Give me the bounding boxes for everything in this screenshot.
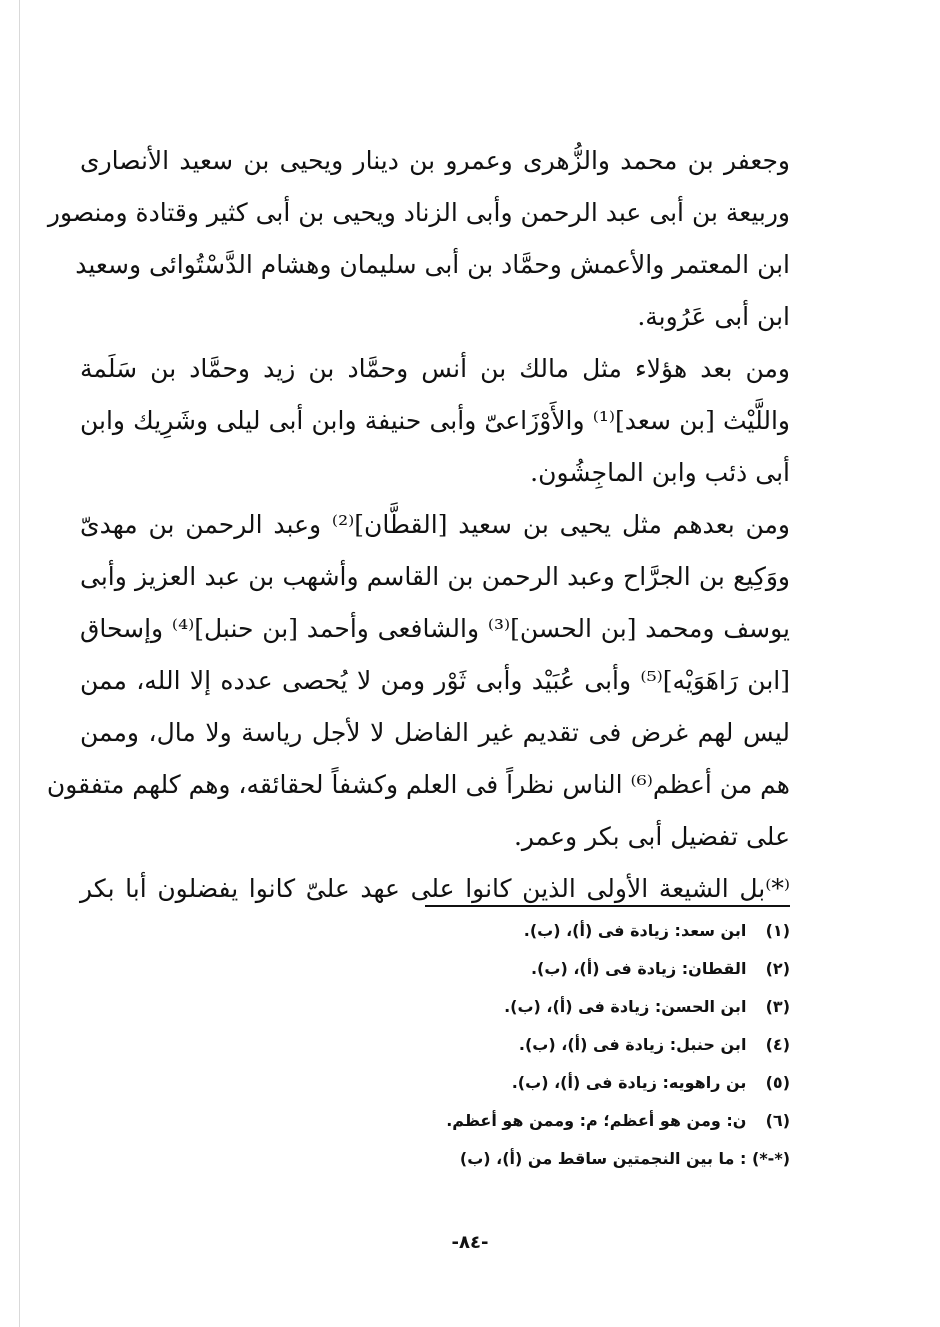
text-line: ووَكِيع بن الجرَّاح وعبد الرحمن بن القاسم وأشهب بن عبد العزيز وأبى — [80, 562, 790, 591]
footnote-number: (٢) — [765, 959, 790, 978]
footnote-item — [370, 988, 790, 1026]
footnote-text: : ما بين النجمتين ساقط من (أ)، (ب) — [459, 1149, 747, 1168]
text-line: هم من أعظم⁽⁶⁾ الناس نظراً فى العلم وكشفاً لحقائقه، وهم كلهم متفقون — [46, 770, 790, 799]
page-edge-line — [19, 0, 20, 1327]
footnotes — [370, 912, 790, 1178]
footnote-number: (٤) — [765, 1035, 790, 1054]
footnote-text: ابن الحسن: زيادة فى (أ)، (ب). — [504, 997, 747, 1016]
footnote-text: القطان: زيادة فى (أ)، (ب). — [530, 959, 747, 978]
footnote-text: ابن سعد: زيادة فى (أ)، (ب). — [523, 921, 747, 940]
footnote-number: (٦) — [765, 1111, 790, 1130]
text-line: أبى ذئب وابن الماجِشُون. — [530, 458, 790, 487]
text-line: ⁽*⁾بل الشيعة الأولى الذين كانوا على عهد علىّ كانوا يفضلون أبا بكر — [80, 874, 790, 903]
text-line: ابن المعتمر والأعمش وحمَّاد بن أبى سليمان وهشام الدَّسْتُوائى وسعيد — [75, 250, 790, 279]
page-number: -٨٤- — [451, 1232, 489, 1253]
footnote-text: ن: ومن هو أعظم؛ م: وممن هو أعظم. — [446, 1111, 747, 1130]
footnote-text: بن راهويه: زيادة فى (أ)، (ب). — [511, 1073, 747, 1092]
text-line: وربيعة بن أبى عبد الرحمن وأبى الزناد ويحيى بن أبى كثير وقتادة ومنصور — [47, 198, 790, 227]
footnote-item — [370, 912, 790, 950]
footnote-item — [370, 950, 790, 988]
footnote-number: (٥) — [765, 1073, 790, 1092]
text-line: ابن أبى عَرُوبة. — [637, 302, 790, 331]
footnote-item — [370, 1140, 790, 1178]
text-line: وجعفر بن محمد والزُّهرى وعمرو بن دينار ويحيى بن سعيد الأنصارى — [80, 146, 790, 175]
text-line: [ابن رَاهَوَيْه]⁽⁵⁾ وأبى عُبَيْد وأبى ثَوْر ومن لا يُحصى عدده إلا الله، ممن — [80, 666, 790, 695]
footnote-number: (*-*) — [752, 1149, 790, 1168]
footnote-item — [370, 1102, 790, 1140]
text-line: ومن بعدهم مثل يحيى بن سعيد [القطَّان]⁽²⁾ وعبد الرحمن بن مهدىّ — [80, 510, 790, 539]
text-line: على تفضيل أبى بكر وعمر. — [513, 822, 790, 851]
text-line: ومن بعد هؤلاء مثل مالك بن أنس وحمَّاد بن زيد وحمَّاد بن سَلَمة — [80, 354, 790, 383]
footnote-text: ابن حنبل: زيادة فى (أ)، (ب). — [518, 1035, 747, 1054]
text-line: ليس لهم غرض فى تقديم غير الفاضل لا لأجل رياسة ولا مال، وممن — [80, 718, 790, 747]
text-line: واللَّيْث [بن سعد]⁽¹⁾ والأَوْزَاعىّ وأبى حنيفة وابن أبى ليلى وشَرِيك وابن — [80, 406, 790, 435]
footnote-separator — [425, 905, 790, 907]
footnote-number: (١) — [765, 921, 790, 940]
footnote-number: (٣) — [765, 997, 790, 1016]
main-text — [46, 135, 790, 915]
footnote-item — [370, 1064, 790, 1102]
footnote-item — [370, 1026, 790, 1064]
text-line: يوسف ومحمد [بن الحسن]⁽³⁾ والشافعى وأحمد [بن حنبل]⁽⁴⁾ وإسحاق — [80, 614, 790, 643]
